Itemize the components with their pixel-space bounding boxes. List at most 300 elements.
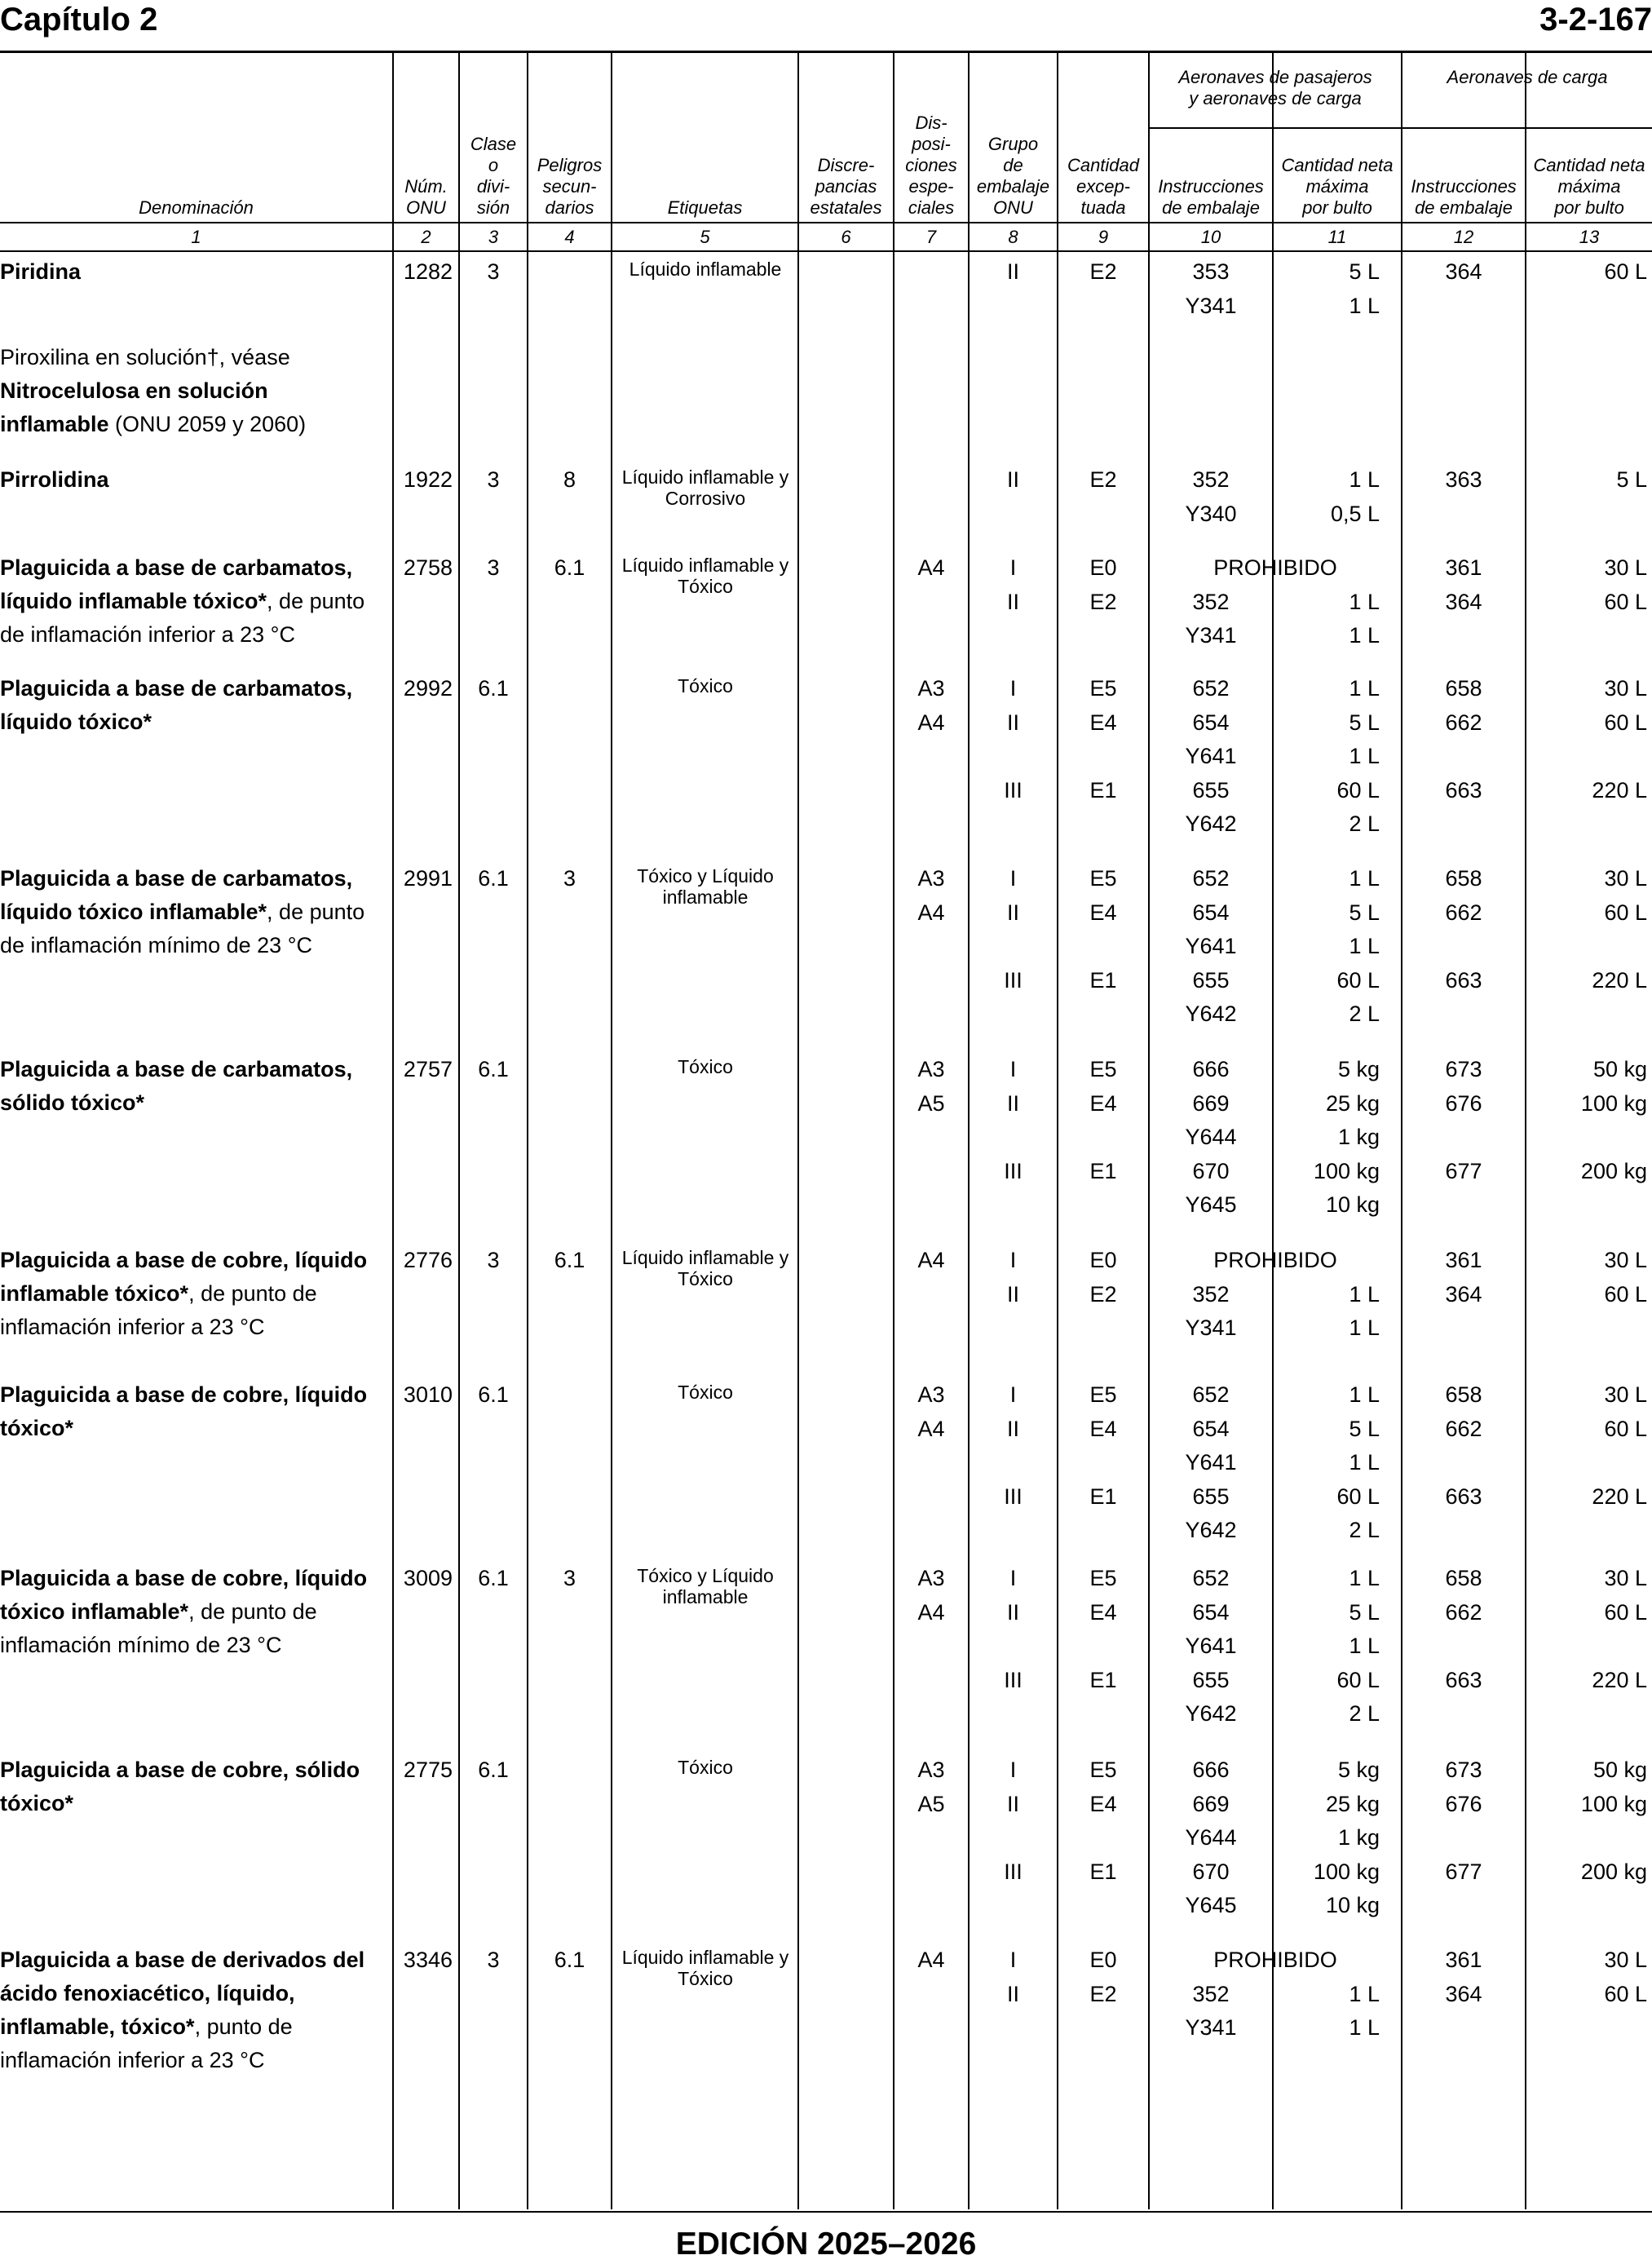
- ci-value: 658: [1445, 1566, 1482, 1590]
- hazard-label: Líquido inflamable y Tóxico: [621, 1247, 789, 1289]
- pq-value: 5 L: [1349, 259, 1380, 284]
- pg-value: I: [1009, 866, 1017, 891]
- ci-value: 663: [1445, 967, 1482, 993]
- un-number: 1922: [403, 467, 453, 492]
- pi-value: 652: [1192, 1382, 1230, 1407]
- hazard-label: Tóxico: [678, 1056, 733, 1077]
- name-part: tóxico*: [0, 1791, 74, 1815]
- name-part: de inflamación inferior a 23 °C: [0, 622, 295, 647]
- name-part: Plaguicida a base de cobre, sólido: [0, 1758, 360, 1782]
- pg-cell: [970, 862, 1057, 997]
- pi-cell: [1150, 1753, 1272, 1923]
- header-cantidad-neta-pax: Cantidad neta máxima por bulto: [1281, 155, 1394, 218]
- name-part: sólido tóxico*: [0, 1090, 145, 1115]
- eq-value: [1058, 1821, 1148, 1855]
- ci-cell: [1402, 1378, 1525, 1514]
- disp-value: A3: [917, 1758, 945, 1782]
- pi-value: Y644: [1185, 1125, 1237, 1149]
- colnum: 10: [1200, 227, 1221, 247]
- pg-value: II: [1006, 1281, 1019, 1307]
- eq-value: E1: [1089, 777, 1117, 803]
- cq-value: 50 kg: [1592, 1758, 1647, 1782]
- un-number: 2776: [403, 1248, 453, 1272]
- cq-value: 220 L: [1592, 777, 1647, 803]
- pg-value: II: [1006, 589, 1019, 614]
- name-part: Plaguicida a base de carbamatos,: [0, 866, 353, 891]
- eq-value: [1058, 1446, 1148, 1480]
- pq-cell: [1274, 463, 1380, 531]
- pg-value: II: [1006, 1791, 1019, 1816]
- pi-value: 652: [1192, 866, 1230, 891]
- pg-cell: [970, 551, 1057, 619]
- ci-value: 677: [1445, 1859, 1482, 1884]
- ci-value: 663: [1445, 777, 1482, 803]
- substance-name: [0, 1943, 387, 2077]
- pi-value: Y641: [1185, 1634, 1237, 1658]
- pi-value: 654: [1192, 1599, 1230, 1625]
- eq-value: E2: [1089, 1981, 1117, 2006]
- pq-cell: [1274, 1378, 1380, 1548]
- hazard-label: Líquido inflamable y Corrosivo: [621, 467, 789, 509]
- class-division: 3: [487, 555, 500, 580]
- eq-cell: [1058, 1562, 1148, 1697]
- disp-value: A3: [917, 1566, 945, 1590]
- eq-value: E0: [1089, 1248, 1117, 1272]
- cq-value: [1526, 1629, 1647, 1664]
- pi-value: Y641: [1185, 934, 1237, 958]
- pq-value: 5 L: [1349, 1599, 1380, 1625]
- header-cantidad-exceptuada: Cantidad excep- tuada: [1067, 155, 1140, 218]
- pi-value: Y642: [1185, 1701, 1237, 1726]
- pq-value: 60 L: [1336, 967, 1380, 993]
- cq-value: 30 L: [1604, 1382, 1647, 1407]
- cq-cell: [1526, 1244, 1647, 1311]
- pi-value: Y642: [1185, 1518, 1237, 1542]
- ci-value: 364: [1445, 1281, 1482, 1307]
- pi-value: 353: [1192, 259, 1230, 284]
- eq-value: E4: [1089, 1090, 1117, 1116]
- cq-value: 30 L: [1604, 676, 1647, 701]
- name-part: líquido tóxico inflamable*: [0, 900, 267, 924]
- eq-value: E1: [1089, 1859, 1117, 1884]
- pq-value: 25 kg: [1325, 1791, 1380, 1816]
- chapter-title: Capítulo 2: [0, 2, 158, 38]
- ci-value: 677: [1445, 1158, 1482, 1183]
- ci-value: 364: [1445, 259, 1482, 284]
- eq-value: E5: [1089, 1758, 1117, 1782]
- colnum: 11: [1327, 227, 1347, 247]
- disp-cell: [894, 1943, 968, 1978]
- pg-cell: [970, 1753, 1057, 1889]
- pg-cell: [970, 1378, 1057, 1514]
- class-division: 3: [487, 1948, 500, 1972]
- disp-cell: [894, 1244, 968, 1278]
- ci-cell: [1402, 463, 1525, 497]
- colnum: 6: [841, 227, 851, 247]
- pq-value: 2 L: [1349, 1002, 1380, 1026]
- cq-value: 30 L: [1604, 866, 1647, 891]
- colnum: 12: [1453, 227, 1474, 247]
- ci-cell: [1402, 1562, 1525, 1697]
- pi-cell: [1150, 1053, 1272, 1223]
- ci-value: 662: [1445, 900, 1482, 925]
- ci-value: 658: [1445, 676, 1482, 701]
- ci-value: 673: [1445, 1758, 1482, 1782]
- eq-cell: [1058, 1943, 1148, 2011]
- pi-value: Y341: [1185, 2015, 1237, 2040]
- subsidiary-hazard: 8: [563, 467, 576, 492]
- un-number: 3010: [403, 1382, 453, 1407]
- pi-value: Y641: [1185, 744, 1237, 768]
- disp-value: A4: [917, 710, 945, 735]
- ci-value: 658: [1445, 1382, 1482, 1407]
- hazard-label: Tóxico y Líquido inflamable: [637, 1565, 774, 1607]
- pq-value: 60 L: [1336, 1667, 1380, 1692]
- eq-cell: [1058, 463, 1148, 497]
- name-part: Piridina: [0, 259, 82, 284]
- pg-value: I: [1009, 676, 1017, 701]
- ci-value: 663: [1445, 1667, 1482, 1692]
- eq-value: E0: [1089, 1948, 1117, 1972]
- pg-value: II: [1006, 1981, 1019, 2006]
- col-divider: [458, 53, 460, 2209]
- cq-value: 60 L: [1604, 1281, 1647, 1307]
- pi-value: Y644: [1185, 1825, 1237, 1850]
- pi-value: 352: [1192, 1981, 1230, 2006]
- cq-value: [1526, 1121, 1647, 1155]
- eq-value: E1: [1089, 1158, 1117, 1183]
- class-division: 3: [487, 259, 500, 284]
- name-part: inflamable tóxico*: [0, 1281, 189, 1306]
- pq-value: 1 L: [1349, 467, 1380, 492]
- pq-value: 1 L: [1349, 934, 1380, 958]
- pq-value: 1 L: [1349, 293, 1380, 318]
- disp-value: A4: [917, 1248, 945, 1272]
- pq-value: 1 kg: [1337, 1125, 1380, 1149]
- colnum: 1: [191, 227, 201, 247]
- substance-name: [0, 1753, 387, 1820]
- pq-value: 5 L: [1349, 1416, 1380, 1441]
- cq-cell: [1526, 862, 1647, 997]
- name-part: tóxico*: [0, 1416, 74, 1440]
- pq-value: 2 L: [1349, 1518, 1380, 1542]
- name-part: Plaguicida a base de carbamatos,: [0, 555, 353, 580]
- pg-value: I: [1009, 1758, 1017, 1782]
- cq-cell: [1526, 463, 1647, 497]
- name-part: Plaguicida a base de cobre, líquido: [0, 1248, 368, 1272]
- pi-cell: [1150, 1378, 1272, 1548]
- ci-value: 364: [1445, 589, 1482, 614]
- disp-value: A3: [917, 676, 945, 701]
- pq-cell: [1274, 862, 1380, 1032]
- pg-cell: [970, 672, 1057, 807]
- ci-value: 676: [1445, 1791, 1482, 1816]
- eq-value: E4: [1089, 1791, 1117, 1816]
- pq-value: 1 kg: [1337, 1825, 1380, 1850]
- cq-value: 30 L: [1604, 1566, 1647, 1590]
- colnum: 4: [564, 227, 575, 247]
- cq-value: 60 L: [1604, 900, 1647, 925]
- header-discrepancias: Discre- pancias estatales: [810, 155, 882, 218]
- page-header: [0, 0, 1652, 52]
- pi-value: 652: [1192, 1566, 1230, 1590]
- disp-value: A4: [917, 555, 945, 580]
- subsidiary-hazard: 6.1: [554, 1948, 585, 1972]
- cq-value: 100 kg: [1580, 1791, 1647, 1816]
- pg-value: [970, 1121, 1057, 1155]
- cq-value: 60 L: [1604, 259, 1647, 284]
- pi-value: 669: [1192, 1791, 1230, 1816]
- ci-cell: [1402, 551, 1525, 619]
- pq-cell: [1274, 672, 1380, 842]
- pi-value: Y642: [1185, 811, 1237, 836]
- header-clase: Clase o divi- sión: [470, 134, 517, 218]
- pg-value: [970, 930, 1057, 964]
- cq-cell: [1526, 1943, 1647, 2011]
- pg-cell: [970, 1562, 1057, 1697]
- pi-value: 670: [1192, 1158, 1230, 1183]
- edition-footer: EDICIÓN 2025–2026: [675, 2226, 977, 2262]
- pq-cell: [1274, 1053, 1380, 1223]
- header-etiquetas: Etiquetas: [667, 197, 743, 218]
- pq-value: 1 L: [1349, 744, 1380, 768]
- ci-value: 662: [1445, 1599, 1482, 1625]
- cq-value: 30 L: [1604, 1248, 1647, 1272]
- pg-value: II: [1006, 1599, 1019, 1625]
- pg-value: II: [1006, 1416, 1019, 1441]
- class-division: 6.1: [478, 1382, 509, 1407]
- subsidiary-hazard: 6.1: [554, 1248, 585, 1272]
- eq-cell: [1058, 551, 1148, 619]
- pq-value: 1 L: [1349, 1981, 1380, 2006]
- substance-name: [0, 672, 387, 739]
- pi-value: 655: [1192, 1667, 1230, 1692]
- pq-value: 1 L: [1349, 1450, 1380, 1475]
- name-part: Nitrocelulosa en solución: [0, 378, 268, 403]
- eq-value: E2: [1089, 1281, 1117, 1307]
- cq-cell: [1526, 1753, 1647, 1889]
- pg-cell: [970, 1943, 1057, 2011]
- pi-cell: [1150, 255, 1272, 323]
- cq-cell: [1526, 672, 1647, 807]
- eq-value: E5: [1089, 1566, 1117, 1590]
- name-part: Plaguicida a base de carbamatos,: [0, 1057, 353, 1081]
- subsidiary-hazard: 3: [563, 866, 576, 891]
- substance-name: [0, 551, 387, 652]
- pq-value: 0,5 L: [1330, 501, 1380, 526]
- pq-value: 5 kg: [1337, 1758, 1380, 1782]
- name-part: Plaguicida a base de derivados del: [0, 1948, 365, 1972]
- disp-value: A4: [917, 1599, 945, 1625]
- pi-value: 655: [1192, 1484, 1230, 1509]
- un-number: 3346: [403, 1948, 453, 1972]
- pg-value: [970, 1629, 1057, 1664]
- name-part: Pirrolidina: [0, 467, 109, 492]
- substance-name: [0, 341, 387, 441]
- un-number: 2992: [403, 676, 453, 701]
- header-grupo: Grupo de embalaje ONU: [976, 134, 1050, 218]
- prohibido-text: PROHIBIDO: [1213, 555, 1337, 580]
- pg-value: II: [1006, 900, 1019, 925]
- eq-value: E0: [1089, 555, 1117, 580]
- un-number: 2991: [403, 866, 453, 891]
- header-denominacion: Denominación: [139, 197, 254, 218]
- name-part: inflamable: [0, 412, 109, 436]
- un-number: 2758: [403, 555, 453, 580]
- substance-name: [0, 1244, 387, 1344]
- pg-value: II: [1006, 710, 1019, 735]
- cq-value: 5 L: [1616, 467, 1647, 492]
- eq-value: E1: [1089, 1667, 1117, 1692]
- name-part: inflamable, tóxico*: [0, 2014, 195, 2039]
- un-number: 2757: [403, 1057, 453, 1081]
- pq-value: 100 kg: [1313, 1158, 1380, 1183]
- pg-cell: [970, 255, 1057, 290]
- ci-value: 364: [1445, 1981, 1482, 2006]
- ci-cell: [1402, 672, 1525, 807]
- pq-value: 5 L: [1349, 710, 1380, 735]
- class-division: 6.1: [478, 676, 509, 701]
- cq-value: 100 kg: [1580, 1090, 1647, 1116]
- pg-value: II: [1006, 1090, 1019, 1116]
- disp-cell: [894, 1562, 968, 1629]
- pi-cell: [1150, 672, 1272, 842]
- name-part: líquido inflamable tóxico*: [0, 589, 267, 613]
- disp-cell: [894, 551, 968, 586]
- eq-value: E5: [1089, 866, 1117, 891]
- ci-cell: [1402, 1053, 1525, 1188]
- ci-cell: [1402, 862, 1525, 997]
- pg-value: III: [1004, 1667, 1023, 1692]
- name-part: , de punto de: [188, 1599, 317, 1624]
- pi-cell: [1150, 1562, 1272, 1731]
- pi-value: Y642: [1185, 1002, 1237, 1026]
- class-division: 3: [487, 1248, 500, 1272]
- cq-value: 60 L: [1604, 1981, 1647, 2006]
- colnum: 9: [1098, 227, 1109, 247]
- eq-cell: [1058, 1053, 1148, 1188]
- pq-value: 1 L: [1349, 866, 1380, 891]
- pi-value: 652: [1192, 676, 1230, 701]
- cq-value: 60 L: [1604, 1416, 1647, 1441]
- cq-value: 220 L: [1592, 1484, 1647, 1509]
- cq-cell: [1526, 1378, 1647, 1514]
- name-part: (ONU 2059 y 2060): [108, 412, 307, 436]
- pi-value: 670: [1192, 1859, 1230, 1884]
- name-part: , de punto: [267, 900, 365, 924]
- pq-value: 1 L: [1349, 1316, 1380, 1340]
- pi-value: Y340: [1185, 501, 1237, 526]
- pq-value: 5 L: [1349, 900, 1380, 925]
- ci-value: 676: [1445, 1090, 1482, 1116]
- pq-cell: [1274, 1753, 1380, 1923]
- cq-value: [1526, 740, 1647, 774]
- pq-value: 1 L: [1349, 1382, 1380, 1407]
- pi-value: Y341: [1185, 1316, 1237, 1340]
- pi-value: 666: [1192, 1057, 1230, 1081]
- name-part: Plaguicida a base de carbamatos,: [0, 676, 353, 701]
- class-division: 6.1: [478, 1566, 509, 1590]
- pi-value: Y645: [1185, 1893, 1237, 1917]
- eq-value: [1058, 1629, 1148, 1664]
- pg-value: I: [1009, 1566, 1017, 1590]
- col-divider: [893, 53, 894, 2209]
- ci-value: 363: [1445, 467, 1482, 492]
- name-part: , punto de: [194, 2014, 293, 2039]
- disp-cell: [894, 672, 968, 740]
- ci-cell: [1402, 1943, 1525, 2011]
- pg-cell: [970, 463, 1057, 497]
- cq-value: 220 L: [1592, 967, 1647, 993]
- ci-value: [1402, 740, 1525, 774]
- pq-cell: [1274, 1562, 1380, 1731]
- name-part: tóxico inflamable*: [0, 1599, 189, 1624]
- pi-value: Y641: [1185, 1450, 1237, 1475]
- ci-value: 662: [1445, 710, 1482, 735]
- pq-value: 1 L: [1349, 1566, 1380, 1590]
- pi-cell: [1150, 463, 1272, 531]
- pg-value: I: [1009, 1948, 1017, 1972]
- ci-value: 361: [1445, 1248, 1482, 1272]
- disp-cell: [894, 1378, 968, 1446]
- cq-cell: [1526, 1053, 1647, 1188]
- disp-value: A5: [917, 1090, 945, 1116]
- un-number: 2775: [403, 1758, 453, 1782]
- hazard-label: Tóxico: [678, 675, 733, 696]
- cq-value: 60 L: [1604, 1599, 1647, 1625]
- eq-value: [1058, 930, 1148, 964]
- eq-value: E4: [1089, 1416, 1117, 1441]
- pi-value: 654: [1192, 710, 1230, 735]
- eq-value: E2: [1089, 259, 1117, 284]
- substance-name: [0, 463, 387, 497]
- ci-value: 673: [1445, 1057, 1482, 1081]
- header-peligros: Peligros secun- darios: [537, 155, 603, 218]
- ci-value: [1402, 1821, 1525, 1855]
- ci-value: 361: [1445, 1948, 1482, 1972]
- colnum: 8: [1008, 227, 1018, 247]
- eq-cell: [1058, 1378, 1148, 1514]
- cq-value: 200 kg: [1580, 1158, 1647, 1183]
- name-part: Plaguicida a base de cobre, líquido: [0, 1566, 368, 1590]
- pg-value: II: [1006, 467, 1019, 492]
- pq-cell: [1274, 255, 1380, 323]
- col-divider: [527, 53, 528, 2209]
- pq-value: 100 kg: [1313, 1859, 1380, 1884]
- colnum: 3: [488, 227, 499, 247]
- name-part: inflamación inferior a 23 °C: [0, 1315, 265, 1339]
- prohibido-text: PROHIBIDO: [1213, 1948, 1337, 1972]
- cq-value: [1526, 930, 1647, 964]
- subsidiary-hazard: 6.1: [554, 555, 585, 580]
- pq-value: 1 L: [1349, 1634, 1380, 1658]
- eq-value: E5: [1089, 1382, 1117, 1407]
- colnum: 7: [925, 227, 937, 247]
- class-division: 6.1: [478, 1057, 509, 1081]
- ci-cell: [1402, 1244, 1525, 1311]
- pq-value: 60 L: [1336, 1484, 1380, 1509]
- subsidiary-hazard: 3: [563, 1566, 576, 1590]
- class-division: 6.1: [478, 1758, 509, 1782]
- pq-value: 10 kg: [1325, 1192, 1380, 1217]
- cq-value: 50 kg: [1592, 1057, 1647, 1081]
- pi-value: 352: [1192, 589, 1230, 614]
- prohibido-text: PROHIBIDO: [1213, 1248, 1337, 1272]
- pi-value: Y341: [1185, 623, 1237, 648]
- cq-value: 220 L: [1592, 1667, 1647, 1692]
- pi-value: 352: [1192, 1281, 1230, 1307]
- pi-value: 669: [1192, 1090, 1230, 1116]
